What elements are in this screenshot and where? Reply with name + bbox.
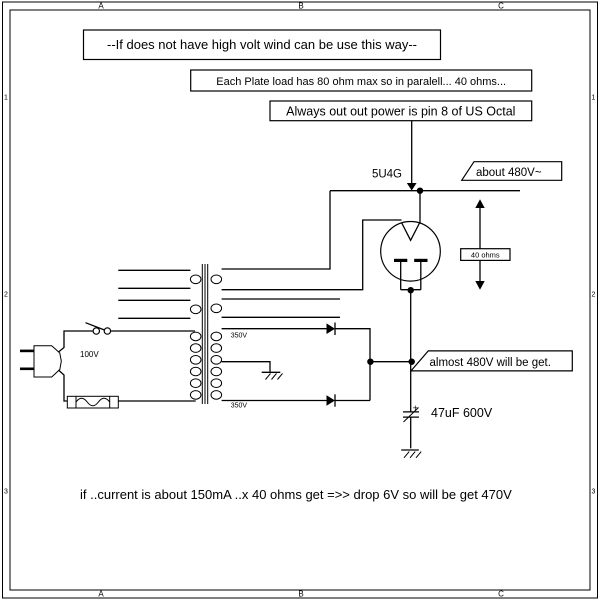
drop-arrow-up-icon [475, 199, 484, 208]
zone-row-2-left: 2 [4, 291, 8, 299]
hv-winding-bottom-label: 350V [230, 402, 248, 410]
primary-winding-icon [190, 275, 201, 399]
zone-row-1-right: 1 [591, 94, 596, 102]
center-tap-ground [222, 362, 283, 380]
zone-row-3-right: 3 [591, 488, 596, 496]
ground-hatches-icon [266, 373, 283, 379]
bottom-note-text: if ..current is about 150mA ..x 40 ohms get =>> drop 6V so will be get 470V [80, 487, 512, 502]
diode-bottom-icon [327, 395, 336, 406]
plug-prong-top-icon [20, 350, 34, 353]
zone-col-c-top: C [498, 1, 504, 11]
note-boxes [84, 30, 532, 191]
dc-node-dot [409, 359, 415, 365]
drop-annotation [461, 199, 510, 289]
secondary-winding-icon [211, 275, 222, 399]
capacitor-value-label: 47uF 600V [431, 406, 493, 420]
zone-row-3-left: 3 [4, 488, 8, 496]
zone-col-b-bottom: B [298, 589, 304, 599]
capacitor-plus-label: + [412, 403, 418, 413]
zone-col-a-top: A [98, 1, 104, 11]
frame-inner-border [10, 10, 590, 590]
ac-plug [20, 331, 99, 401]
diode-top-output-wire [335, 329, 370, 401]
secondary-heater-stubs [222, 299, 340, 317]
power-switch [86, 323, 196, 334]
tube-envelope-icon [381, 222, 441, 282]
hv-winding-top-label: 350V [230, 332, 248, 340]
zone-col-a-bottom: A [98, 589, 104, 599]
tube-designator-label: 5U4G [371, 168, 402, 181]
filter-capacitor [401, 403, 493, 458]
tube-plate-left-icon [394, 259, 407, 262]
zone-col-c-bottom: C [498, 589, 504, 599]
plug-body-icon [34, 346, 61, 377]
flag-about-480v-label: about 480V~ [476, 166, 542, 179]
plug-prong-bottom-icon [20, 368, 34, 371]
plug-wire-top [59, 331, 94, 352]
mains-voltage-label: 100V [80, 350, 99, 359]
resistance-label: 40 ohms [470, 250, 500, 260]
tube-plate-right-icon [414, 259, 427, 262]
note-plate-load-text: Each Plate load has 80 ohm max so in paralell... 40 ohms... [216, 75, 507, 88]
filament-wiring [222, 191, 402, 290]
capacitor-ground-hatches-icon [404, 452, 421, 458]
note-output-pin-text: Always out out power is pin 8 of US Octal [286, 104, 516, 119]
note-top-text: --If does not have high volt wind can be use this way-- [107, 37, 417, 52]
note-pointer-arrowhead-icon [407, 183, 417, 191]
flag-almost-480v-label: almost 480V will be get. [429, 357, 551, 369]
center-tap-wire [222, 362, 270, 372]
switch-contact-right-icon [104, 328, 110, 334]
rectifier-diodes [222, 323, 412, 407]
zone-row-1-left: 1 [4, 94, 8, 102]
fuse [67, 396, 195, 408]
switch-contact-left-icon [93, 328, 99, 334]
primary-tap-stubs [118, 270, 190, 318]
drop-arrow-down-icon [475, 281, 484, 290]
fuse-element-icon [76, 398, 110, 406]
filament-lead-2-wire [222, 220, 402, 290]
filament-lead-1-wire [222, 191, 330, 269]
power-transformer [118, 264, 340, 410]
diode-top-icon [327, 323, 336, 334]
plug-wire-bottom [59, 370, 68, 401]
zone-col-b-top: B [298, 1, 304, 11]
transformer-core-icon [202, 264, 207, 404]
zone-row-2-right: 2 [591, 291, 596, 299]
